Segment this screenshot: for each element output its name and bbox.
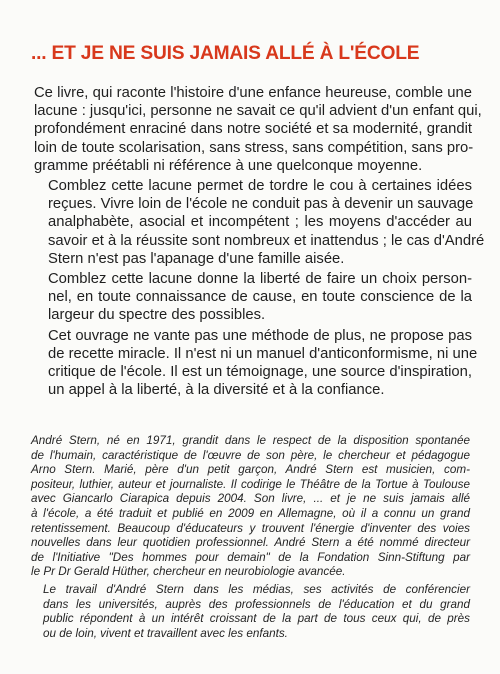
text-line: profondément enraciné dans notre société et sa modernité, grandit (34, 121, 472, 138)
text-line: ou de loin, vivent et travaillent avec les enfants. (43, 626, 288, 640)
blurb-paragraph (34, 327, 478, 400)
text-line: le Pr Dr Gerald Hüther, chercheur en neurobiologie avancée. (31, 565, 346, 579)
bio-paragraph (31, 434, 470, 580)
text-line: à l'école, a été traduit et publié en 2009 en Allemagne, où il a connu un grand (31, 506, 470, 520)
text-line: savoir et à la réussite sont nombreux et inattendus ; le cas d'André (48, 232, 485, 249)
text-line: Cet ouvrage ne vante pas une méthode de plus, ne propose pas (48, 327, 472, 344)
author-bio (31, 434, 470, 641)
text-line: nouvelles dans leur quotidien professionnel. André Stern a été nommé directeur (31, 536, 470, 550)
blurb (34, 84, 485, 399)
text-line: Ce livre, qui raconte l'histoire d'une enfance heureuse, comble une (34, 85, 472, 101)
bio-paragraph (31, 583, 470, 641)
blurb-paragraph (34, 270, 472, 325)
text-line: critique de l'école. Il est un témoignage, une source d'inspiration, (48, 364, 472, 381)
text-line: de l'Initiative "Des hommes pour demain" de la Fondation Sinn-Stiftung par (31, 550, 470, 564)
text-line: lacune : jusqu'ici, personne ne savait ce qu'il advient d'un enfant qui, (34, 103, 482, 120)
text-line: Le travail d'André Stern dans les médias, ses activités de conférencier (43, 582, 470, 596)
text-line: Comblez cette lacune permet de tordre le cou à certaines idées (48, 178, 472, 195)
text-line: retentissement. Beaucoup d'éducateurs y trouvent l'énergie d'inventer des voies (31, 521, 470, 535)
text-line: Comblez cette lacune donne la liberté de faire un choix person- (48, 271, 472, 288)
text-line: Arno Stern. Marié, père d'un petit garçon, André Stern est musicien, com- (31, 463, 470, 477)
text-line: avec Giancarlo Ciarapica depuis 2004. Son livre, ... et je ne suis jamais allé (31, 492, 470, 506)
text-line: reçues. Vivre loin de l'école ne conduit pas à devenir un sauvage (48, 196, 474, 213)
text-line: public répondent à un intérêt croissant de la part de tous ceux qui, de près (43, 612, 470, 626)
page-title: ... ET JE NE SUIS JAMAIS ALLÉ À L'ÉCOLE (31, 43, 420, 64)
text-line: largeur du spectre des possibles. (48, 307, 266, 324)
text-line: analphabète, asocial et incompétent ; les moyens d'accéder au (48, 214, 472, 231)
text-line: Stern n'est pas l'apanage d'une famille aisée. (48, 250, 345, 267)
text-line: positeur, luthier, auteur et journaliste. Il codirige le Théâtre de la Tortue à Toulouse (31, 477, 470, 491)
text-line: de recette miracle. Il n'est ni un manuel d'anticonformisme, ni une (48, 345, 478, 362)
blurb-paragraph (34, 84, 482, 175)
text-line: dans les universités, auprès des professionnels de l'éducation et du grand (43, 597, 470, 611)
text-line: de l'humain, caractéristique de l'œuvre de son père, le chercheur et pédagogue (31, 448, 470, 462)
blurb-paragraph (34, 177, 485, 268)
text-line: gramme préétabli ni référence à une quelconque moyenne. (34, 157, 423, 174)
text-line: loin de toute scolarisation, sans stress, sans compétition, sans pro- (34, 139, 474, 156)
text-line: un appel à la liberté, à la diversité et à la confiance. (48, 382, 385, 399)
text-line: André Stern, né en 1971, grandit dans le respect de la disposition spontanée (31, 434, 470, 447)
text-line: nel, en toute connaissance de cause, en toute conscience de la (48, 289, 472, 306)
